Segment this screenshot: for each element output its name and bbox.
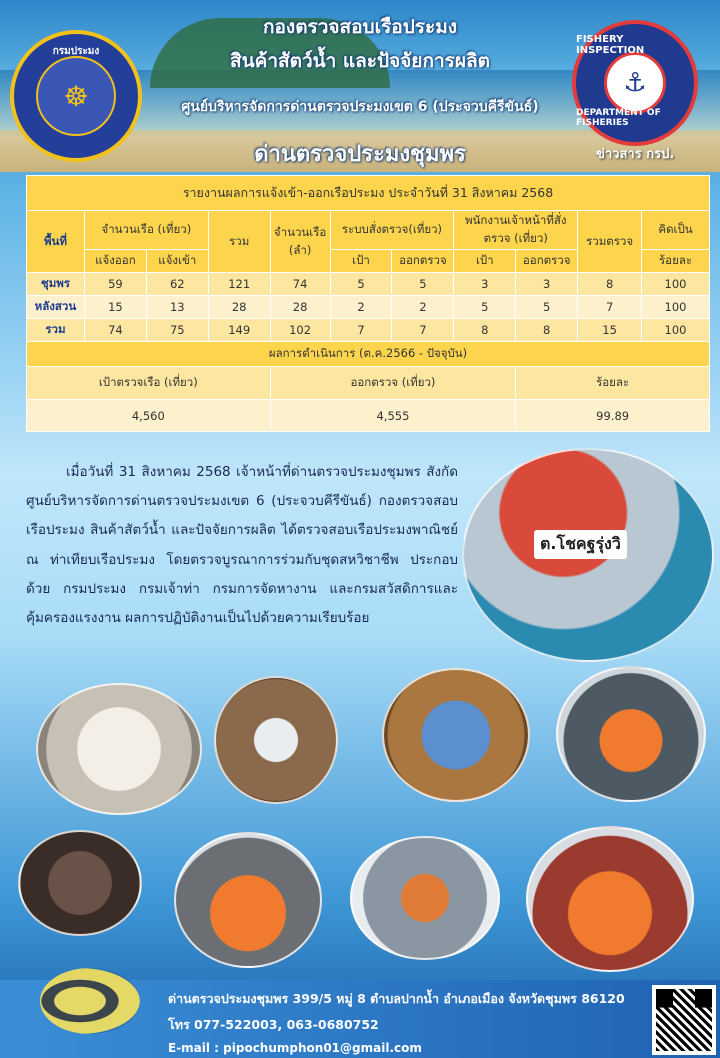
cell-boats: 102	[270, 319, 330, 342]
title-line2: สินค้าสัตว์น้ำ และปัจจัยการผลิต	[230, 50, 490, 72]
header-percent: ร้อยละ	[642, 250, 710, 273]
summary-title: ผลการดำเนินการ (ต.ค.2566 - ปัจจุบัน)	[27, 342, 710, 367]
logo-right-bottom: DEPARTMENT OF FISHERIES	[576, 108, 661, 128]
row-area: รวม	[27, 319, 85, 342]
summary-target-label: เป้าตรวจเรือ (เที่ยว)	[27, 367, 271, 400]
documents-photo	[36, 683, 202, 815]
header-sys-target: เป้า	[330, 250, 392, 273]
cell-total: 28	[208, 296, 270, 319]
crew-photo	[556, 666, 706, 802]
cell-out: 74	[84, 319, 146, 342]
header-staff-target: เป้า	[454, 250, 516, 273]
header-staff-order: พนักงานเจ้าหน้าที่สั่งตรวจ (เที่ยว)	[454, 211, 578, 250]
fishery-inspection-logo	[572, 20, 698, 146]
header-system-order: ระบบสั่งตรวจ(เที่ยว)	[330, 211, 454, 250]
table-row	[27, 319, 710, 342]
article-text	[26, 458, 458, 633]
summary-percent-label: ร้อยละ	[516, 367, 710, 400]
nets-photo	[18, 830, 142, 936]
center-name: ศูนย์บริหารจัดการด่านตรวจประมงเขต 6 (ประจวบคีรีขันธ์)	[181, 99, 539, 115]
cell-total: 149	[208, 319, 270, 342]
header-sys-inspected: ออกตรวจ	[392, 250, 454, 273]
header-boats-trips: จำนวนเรือ (เที่ยว)	[84, 211, 208, 250]
cell-boats: 28	[270, 296, 330, 319]
header-percent-of: คิดเป็น	[642, 211, 710, 250]
row-area: หลังสวน	[27, 296, 85, 319]
cell-sys-target: 5	[330, 273, 392, 296]
summary-percent-value: 99.89	[516, 400, 710, 432]
logo-left-text: กรมประมง	[52, 46, 100, 57]
crew-group-photo	[174, 832, 322, 968]
inspection-photo	[350, 836, 500, 960]
summary-target-value: 4,560	[27, 400, 271, 432]
fisheries-emblem-icon: ⚓	[604, 52, 666, 114]
header-banner	[0, 0, 720, 172]
cell-staff-insp: 8	[516, 319, 578, 342]
hold-photo	[214, 676, 338, 804]
cell-staff-target: 5	[454, 296, 516, 319]
freezer-photo	[382, 668, 530, 802]
royal-emblem-icon: ☸	[36, 56, 116, 136]
header-total: รวม	[208, 211, 270, 273]
footer-phone: โทร 077-522003, 063-0680752	[168, 1017, 379, 1032]
table-row	[27, 296, 710, 319]
article-paragraph: เมื่อวันที่ 31 สิงหาคม 2568 เจ้าหน้าที่ด่านตรวจประมงชุมพร สังกัด ศูนย์บริหารจัดการด่านตรวจประมงเขต 6 (ประจวบคีรีขันธ์) กองตรวจสอบเรือประมง สินค้าสัตว์น้ำ และปัจจัยการผลิต ได้ตรวจสอบเรือประมงพาณิชย์ ณ ท่าเทียบเรือประมง โดยตรวจบูรณาการร่วมกับชุดสหวิชาชีพ ประกอบด้วย กรมประมง กรมเจ้าท่า กรมการจัดหางาน และกรมสวัสดิการและคุ้มครองแรงงาน ผลการปฏิบัติงานเป็นไปด้วยความเรียบร้อย	[26, 464, 458, 627]
news-source: ข่าวสาร กรป.	[596, 147, 675, 162]
cell-sys-target: 2	[330, 296, 392, 319]
cell-staff-insp: 3	[516, 273, 578, 296]
cell-total-insp: 15	[578, 319, 642, 342]
header-boats-count: จำนวนเรือ (ลำ)	[270, 211, 330, 273]
header-total-inspected: รวมตรวจ	[578, 211, 642, 273]
cell-out: 15	[84, 296, 146, 319]
qr-code-icon[interactable]	[652, 985, 716, 1055]
header-staff-inspected: ออกตรวจ	[516, 250, 578, 273]
cell-staff-insp: 5	[516, 296, 578, 319]
header-notify-in: แจ้งเข้า	[146, 250, 208, 273]
cell-in: 75	[146, 319, 208, 342]
team-photo	[526, 826, 694, 972]
title-line1: กองตรวจสอบเรือประมง	[263, 16, 457, 38]
cell-sys-insp: 2	[392, 296, 454, 319]
header-area: พื้นที่	[27, 211, 85, 273]
fish-decoration	[40, 968, 140, 1034]
cell-staff-target: 8	[454, 319, 516, 342]
report-table	[26, 175, 710, 432]
cell-pct: 100	[642, 296, 710, 319]
report-title: รายงานผลการแจ้งเข้า-ออกเรือประมง ประจำวันที่ 31 สิงหาคม 2568	[27, 176, 710, 211]
summary-inspected-value: 4,555	[270, 400, 516, 432]
cell-pct: 100	[642, 319, 710, 342]
boat-photo	[462, 448, 714, 662]
logo-right-top: FISHERY INSPECTION	[576, 34, 645, 56]
cell-boats: 74	[270, 273, 330, 296]
cell-total: 121	[208, 273, 270, 296]
department-logo	[10, 30, 142, 162]
office-name: ด่านตรวจประมงชุมพร	[254, 142, 466, 167]
table-row	[27, 273, 710, 296]
cell-out: 59	[84, 273, 146, 296]
cell-staff-target: 3	[454, 273, 516, 296]
footer-address: ด่านตรวจประมงชุมพร 399/5 หมู่ 8 ตำบลปากน้ำ อำเภอเมือง จังหวัดชุมพร 86120	[168, 991, 625, 1006]
row-area: ชุมพร	[27, 273, 85, 296]
cell-pct: 100	[642, 273, 710, 296]
cell-sys-insp: 5	[392, 273, 454, 296]
header-notify-out: แจ้งออก	[84, 250, 146, 273]
summary-inspected-label: ออกตรวจ (เที่ยว)	[270, 367, 516, 400]
cell-in: 13	[146, 296, 208, 319]
footer-email[interactable]: E-mail : pipochumphon01@gmail.com	[168, 1041, 422, 1055]
cell-sys-target: 7	[330, 319, 392, 342]
cell-sys-insp: 7	[392, 319, 454, 342]
boat-name-label: ต.โชคฐรุ่งวิ	[534, 530, 627, 559]
cell-total-insp: 8	[578, 273, 642, 296]
cell-in: 62	[146, 273, 208, 296]
cell-total-insp: 7	[578, 296, 642, 319]
